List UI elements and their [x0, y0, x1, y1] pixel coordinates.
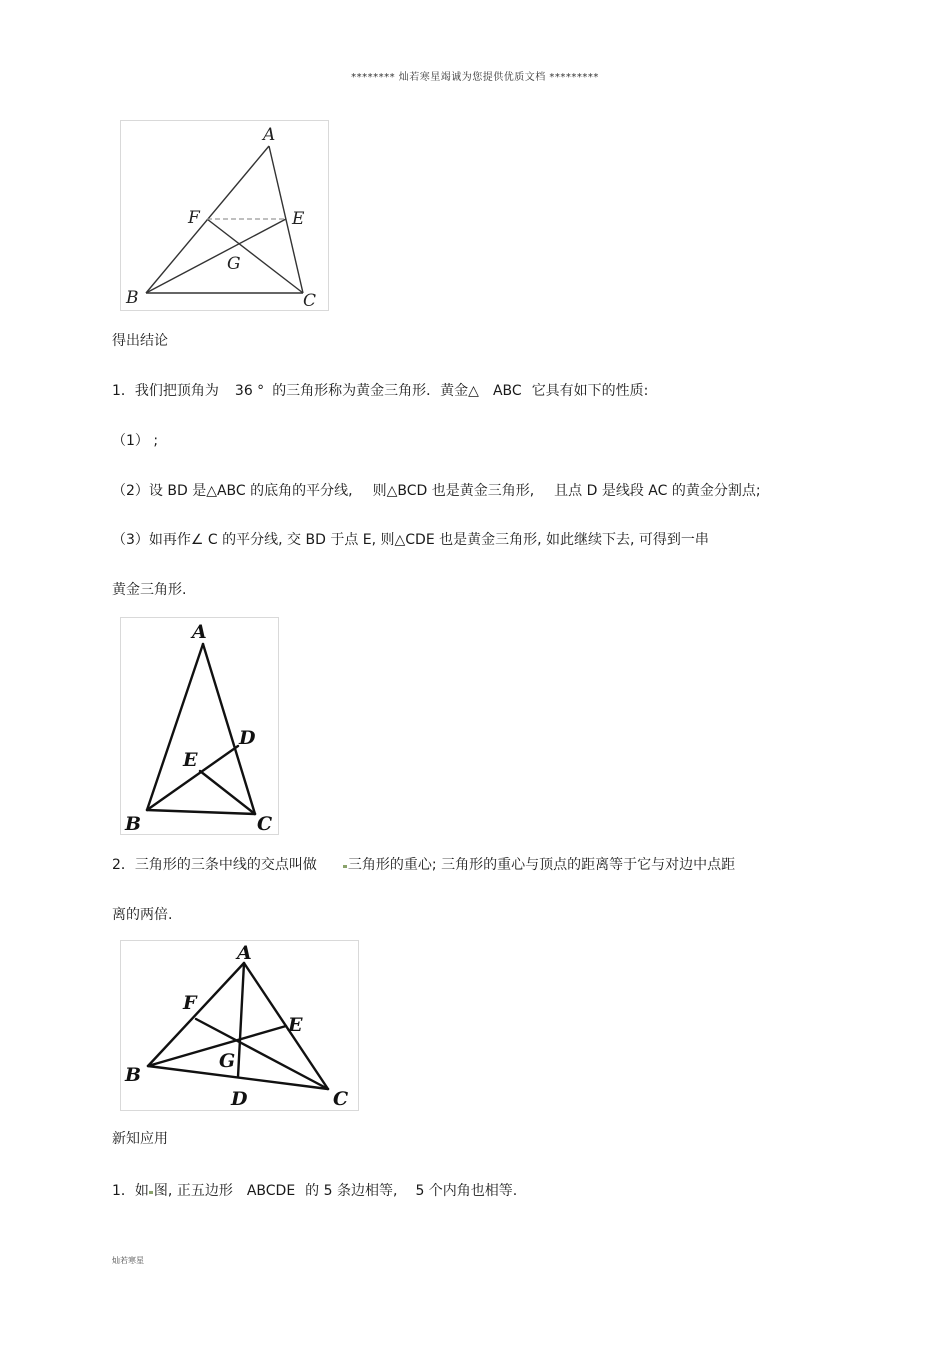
application-1-text-c: 的 5 条边相等,	[305, 1183, 398, 1199]
property-3-line-1: （3）如再作∠ C 的平分线, 交 BD 于点 E, 则△CDE 也是黄金三角形, 如此继续下去, 可得到一串	[112, 532, 709, 548]
conclusion-1-line	[112, 381, 648, 401]
median-cf	[196, 1019, 328, 1089]
conclusion-2-number: 2．	[112, 857, 135, 873]
label-c: C	[257, 813, 273, 834]
label-f: F	[183, 992, 197, 1014]
segment-be	[146, 219, 286, 293]
figure-centroid-medians	[120, 940, 359, 1111]
label-d: D	[239, 727, 256, 749]
segment-bc	[147, 810, 255, 814]
application-1-number: 1．	[112, 1183, 135, 1199]
application-1-text-a: 如	[134, 1183, 149, 1199]
conclusion-2-text-b: 三角形的重心; 三角形的重心与顶点的距离等于它与对边中点距	[347, 857, 736, 873]
application-1-shape: ABCDE	[246, 1183, 296, 1199]
label-g: G	[227, 254, 241, 274]
inline-mark	[149, 1191, 153, 1194]
conclusion-1-angle: 36 °	[234, 383, 265, 399]
label-b: B	[125, 1064, 142, 1086]
application-1-line	[112, 1181, 517, 1201]
property-3-line-2: 黄金三角形.	[112, 582, 187, 598]
label-e: E	[288, 1014, 303, 1036]
label-e: E	[183, 749, 198, 771]
label-g: G	[219, 1050, 236, 1072]
conclusion-2-line-1	[112, 855, 735, 875]
property-2-part-b: 则△BCD 也是黄金三角形,	[372, 483, 535, 499]
application-1-text-b: 图, 正五边形	[153, 1183, 233, 1199]
label-d: D	[231, 1088, 248, 1110]
application-1-text-d: 5 个内角也相等.	[415, 1183, 518, 1199]
figure1-diagram	[121, 121, 328, 310]
property-1: （1） ;	[112, 433, 159, 449]
label-c: C	[303, 291, 317, 310]
section-title-conclusion: 得出结论	[112, 333, 168, 349]
label-c: C	[333, 1088, 349, 1110]
conclusion-2-text-a: 三角形的三条中线的交点叫做	[134, 857, 317, 873]
conclusion-2-line-2: 离的两倍.	[112, 907, 173, 923]
label-b: B	[125, 813, 142, 834]
conclusion-1-text-b: 的三角形称为黄金三角形．黄金△	[272, 383, 479, 399]
property-2-part-a: （2）设 BD 是△ABC 的底角的平分线,	[112, 483, 353, 499]
label-a: A	[263, 125, 276, 145]
inline-mark	[343, 865, 347, 868]
segment-ab	[147, 644, 203, 810]
median-be	[148, 1026, 286, 1066]
segment-ce	[200, 771, 255, 814]
median-ad	[238, 963, 244, 1077]
conclusion-1-text-c: 它具有如下的性质:	[531, 383, 649, 399]
label-e: E	[292, 209, 305, 229]
label-f: F	[188, 208, 200, 228]
label-b: B	[126, 288, 139, 308]
figure2-diagram	[121, 618, 278, 834]
figure3-diagram	[121, 941, 358, 1110]
conclusion-1-triangle: ABC	[492, 383, 522, 399]
page-header: ******** 灿若寒星竭诚为您提供优质文档 *********	[351, 72, 599, 83]
section-title-application: 新知应用	[112, 1131, 168, 1147]
page-footer: 灿若寒星	[112, 1256, 144, 1265]
property-2	[112, 481, 761, 501]
figure-triangle-midline	[120, 120, 329, 311]
conclusion-1-text-a: 我们把顶角为	[134, 383, 219, 399]
conclusion-1-number: 1．	[112, 383, 135, 399]
label-a: A	[237, 942, 252, 964]
figure-golden-triangle	[120, 617, 279, 835]
property-2-part-c: 且点 D 是线段 AC 的黄金分割点;	[554, 483, 761, 499]
label-a: A	[192, 621, 207, 643]
